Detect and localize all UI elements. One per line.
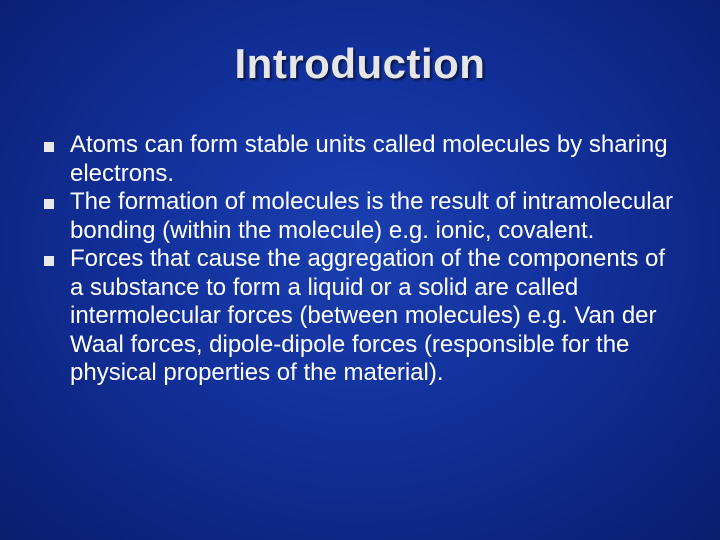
bullet-text: The formation of molecules is the result of intramolecular bonding (within the molecule) e.g. ionic, covalent. <box>70 188 673 244</box>
bullet-text: Atoms can form stable units called molecules by sharing electrons. <box>70 131 668 187</box>
bullet-item <box>42 188 682 245</box>
square-bullet-icon <box>44 256 54 266</box>
bullet-list <box>42 131 682 388</box>
square-bullet-icon <box>44 142 54 152</box>
slide-title: Introduction <box>234 40 486 87</box>
square-bullet-icon <box>44 199 54 209</box>
bullet-item <box>42 245 682 388</box>
bullet-item <box>42 131 682 188</box>
bullet-text: Forces that cause the aggregation of the components of a substance to form a liquid or a solid are called intermolecular forces (between molecules) e.g. Van der Waal forces, dipole-dipole forces (responsible for the physical properties of the material). <box>70 245 666 386</box>
